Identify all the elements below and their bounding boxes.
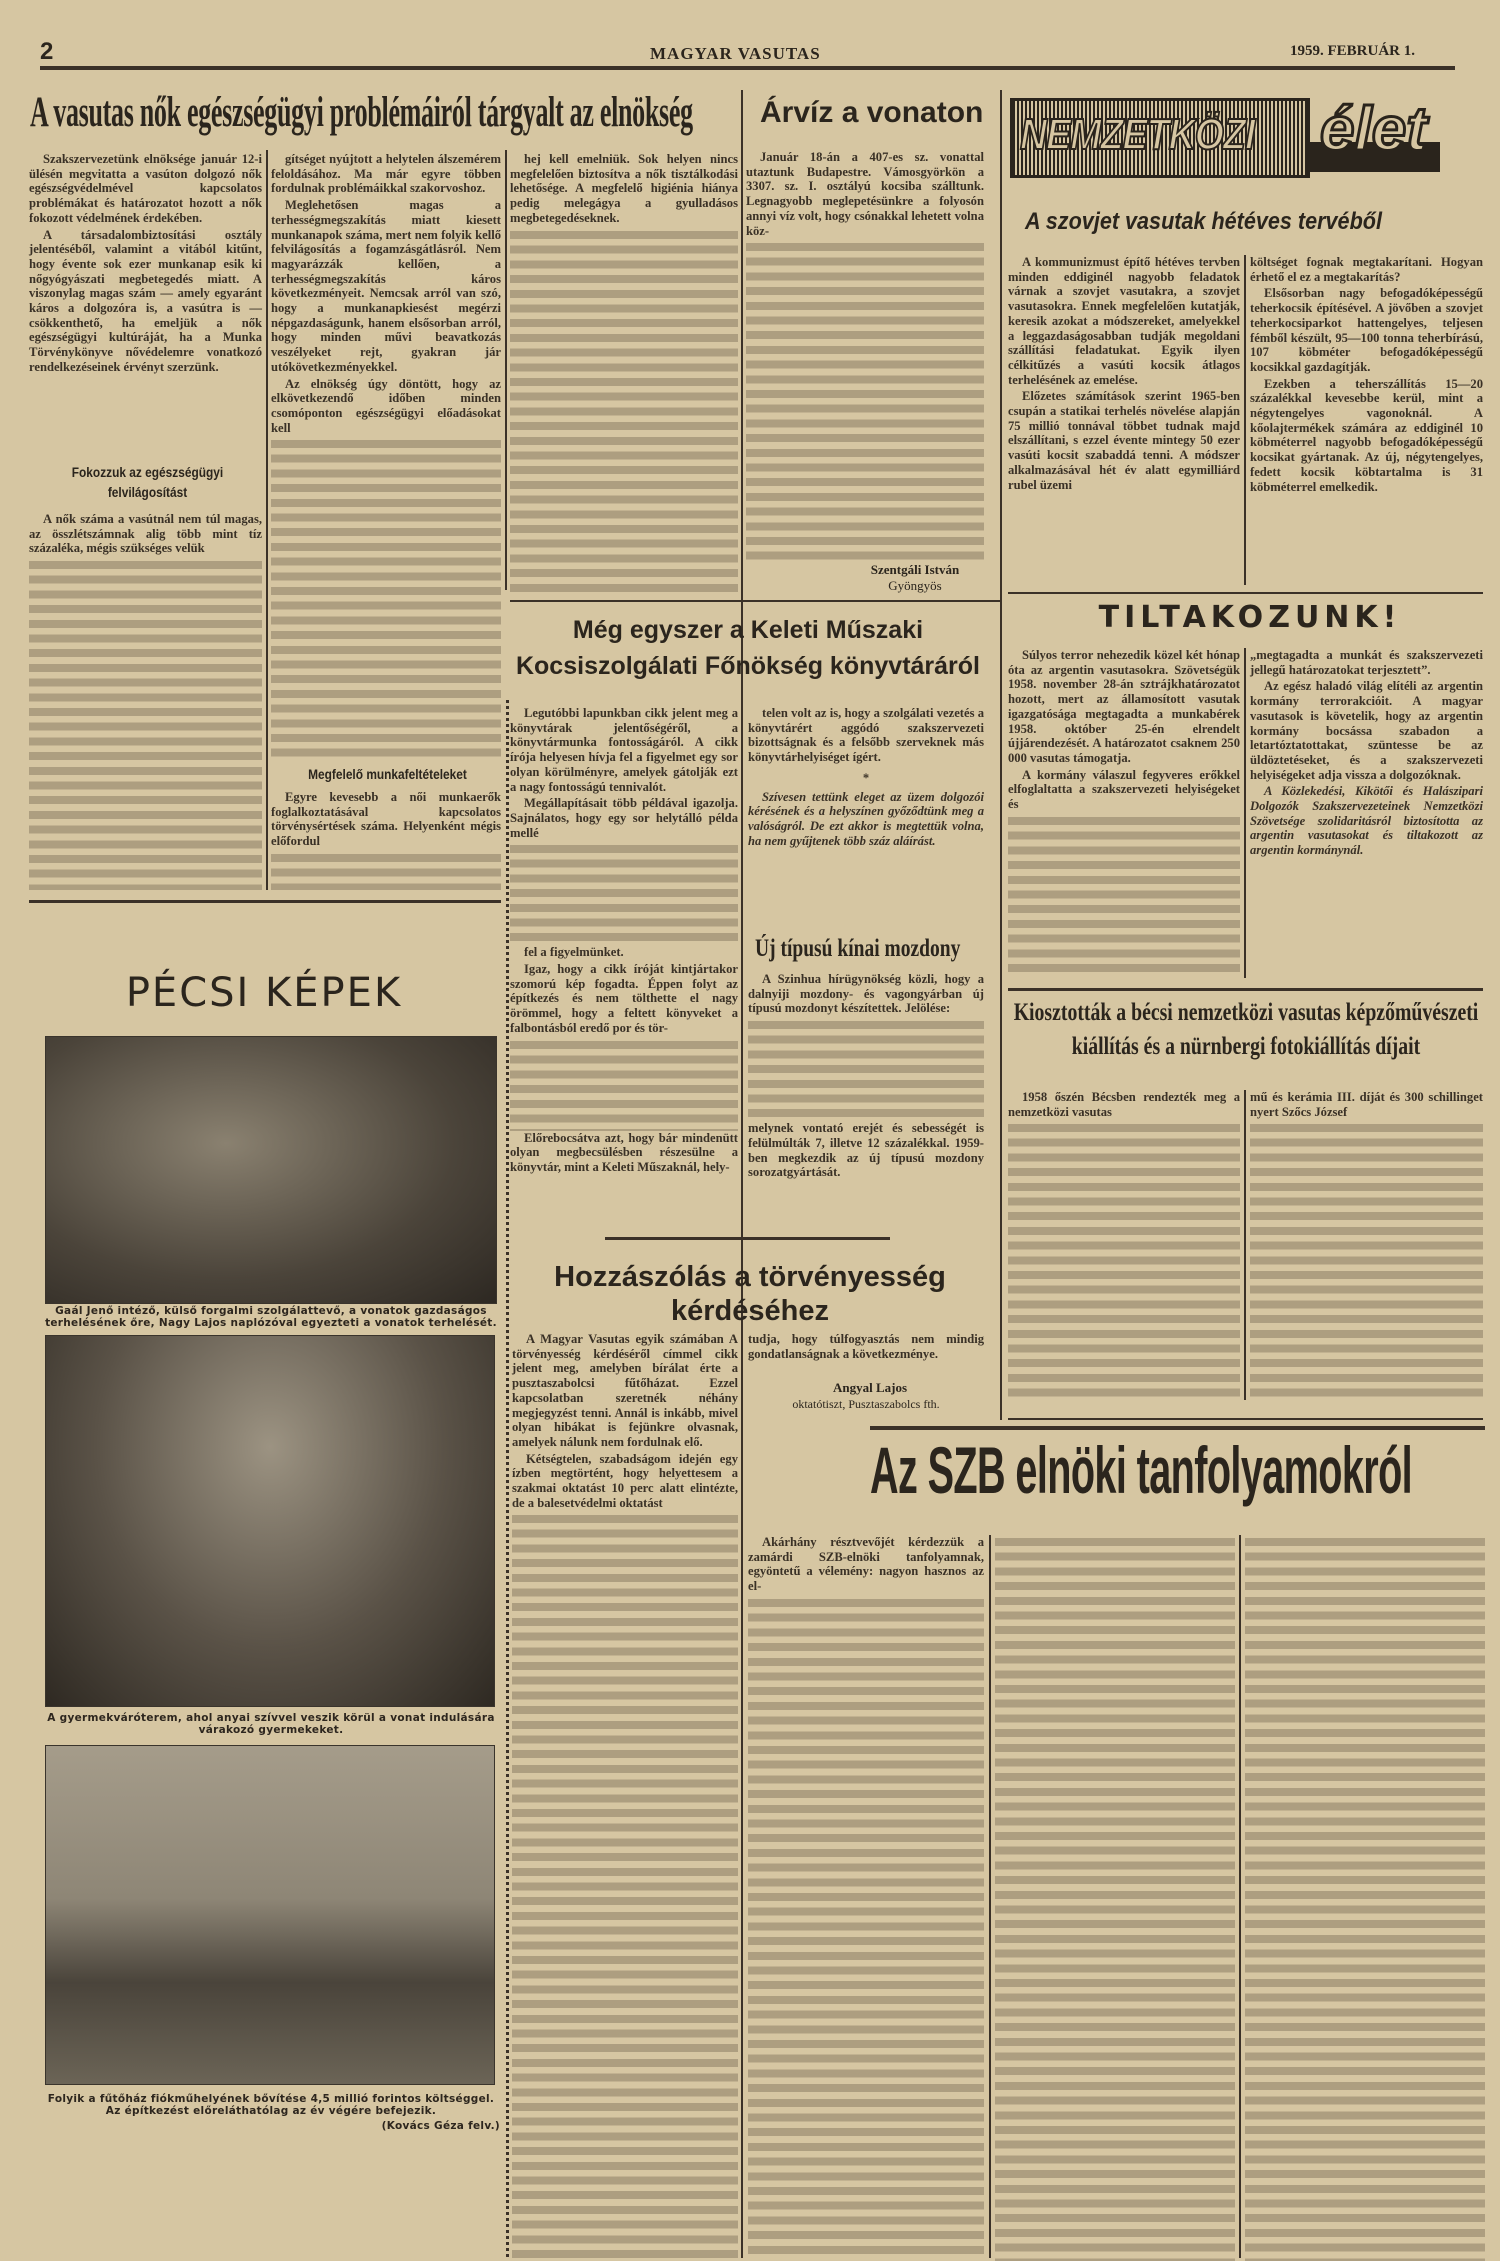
- text-continuation: [748, 1021, 984, 1121]
- paragraph: melynek vontató erejét és sebességét is felülmúlták 7, illetve 12 százalékkal. 1959-ben megkezdik az új típusú mozdony sorozatgyártását.: [748, 1121, 984, 1180]
- arviz-place: Gyöngyös: [888, 578, 942, 593]
- column-rule: [1000, 90, 1002, 1420]
- szovjet-col-2: [1250, 255, 1483, 496]
- paper-name: MAGYAR VASUTAS: [650, 44, 821, 63]
- column-rule: [505, 150, 507, 590]
- tiltakozunk-col-2: [1250, 648, 1483, 860]
- szovjet-col-1: [1008, 255, 1240, 494]
- paragraph-group: [1008, 1090, 1240, 1121]
- paragraph: gítséget nyújtott a helytelen álszemérem feloldásához. Ma már egyre többen fordulnak problémáikkal szakorvoshoz.: [271, 152, 501, 196]
- section-rule: [29, 900, 501, 903]
- paragraph: 1958 őszén Bécsben rendezték meg a nemzetközi vasutas: [1008, 1090, 1240, 1119]
- paragraph-group: [510, 1131, 738, 1177]
- kiosztottak-col-1: [1008, 1090, 1240, 1400]
- separator-asterisk: *: [862, 770, 870, 785]
- ornamental-divider: [605, 1237, 890, 1240]
- paragraph-group: [1008, 255, 1240, 492]
- paragraph: Előzetes számítások szerint 1965-ben csupán a statikai terhelés növelése alapján 75 millió tonnával többet tudnak majd elszállítani, s ezzel évente mintegy 50 ezer vasúti kocsit szabaddá tenni. A módszer alkalmazásával hét év alatt egymilliárd rubel üzemi: [1008, 389, 1240, 492]
- text-continuation: [1008, 1124, 1240, 1400]
- hozzaszolas-author-title: oktatótiszt, Pusztaszabolcs fth.: [792, 1397, 940, 1411]
- text-continuation: [510, 231, 738, 592]
- photo-childrens-waiting-room: [45, 1335, 495, 1707]
- paragraph: Szakszervezetünk elnöksége január 12-i ülésén megvitatta a vasúton dolgozó nők egészségvédelmével kapcsolatos problémákat és határozatot hozott a nők fokozott védelmének érdekében.: [29, 152, 262, 225]
- szovjet-headline: A szovjet vasutak hétéves tervéből: [1025, 208, 1382, 235]
- kiosztottak-col-2: [1250, 1090, 1483, 1400]
- paragraph: fel a figyelmünket.: [524, 945, 624, 960]
- text-continuation: [271, 440, 501, 757]
- paragraph: Az egész haladó világ elítéli az argentin kormány terrorakcióit. A magyar vasutasok is követelik, hogy az argentin kormány bocsássa szabadon a letartóztatottakat, szüntesse be az üldöztetéseket, és a szakszervezeti helyiségeket adja vissza a dolgozóknak.: [1250, 679, 1483, 782]
- paragraph: Súlyos terror nehezedik közel két hónap óta az argentin vasutasokra. Szövetségük 1958. november 28-án sztrájkhatározatot hozott, mert az államosított vasutak igazgatósága megtagadta a munkabérek 1958. október 25-én elrendelt újjárendezését. A határozatot csaknem 250 000 vasutas támogatja.: [1008, 648, 1240, 765]
- masthead-rule: [40, 66, 1455, 70]
- paragraph: mű és kerámia III. díját és 300 schillinget nyert Szőcs József: [1250, 1090, 1483, 1119]
- caption-photo-3: Folyik a fűtőház fiókműhelyének bővítése 4,5 millió forintos költséggel. Az építkezést előreláthatólag az év végére befejezik.: [47, 2093, 495, 2117]
- paragraph-group: [510, 706, 738, 842]
- paragraph-group: [748, 790, 984, 851]
- paragraph: Igaz, hogy a cikk íróját kintjártakor szomorú kép fogadta. Éppen folyt az építkezés és nem tölthette el nagy örömmel, hogy a feltett könyveket a falbontásból eredő por és tör-: [510, 962, 738, 1035]
- paragraph: Az elnökség úgy döntött, hogy az elkövetkezendő időben minden csomóponton egészségügyi előadásokat kell: [271, 376, 501, 435]
- hozzaszolas-headline: Hozzászólás a törvényesség kérdéséhez: [554, 1261, 946, 1327]
- column-rule: [1244, 1090, 1246, 1400]
- kiosztottak-headline: [1008, 996, 1483, 1076]
- nemzetkozi-elet-logo: [1010, 92, 1440, 187]
- pecsi-kepek-headline: PÉCSI KÉPEK: [125, 970, 403, 1016]
- page-number: 2: [40, 38, 54, 65]
- text-continuation: [1250, 1124, 1483, 1400]
- keleti-col-2: [748, 706, 984, 931]
- paragraph: Szívesen tettünk eleget az üzem dolgozói kérésének és a helyszínen győződtünk meg a valóságról. De ezt akkor is megtettük volna, ha nem gyűjtenek több száz aláírást.: [748, 789, 984, 848]
- paragraph: Egyre kevesebb a női munkaerők foglalkoztatásával kapcsolatos törvénysértések száma. Helyenként mégis előfordul: [271, 790, 501, 849]
- column-rule: [1239, 1535, 1241, 2258]
- star-divider: [1008, 1418, 1483, 1420]
- paragraph: Megállapításait több példával igazolja. Sajnálatos, hogy egy sor helytálló példa mellé: [510, 796, 738, 840]
- paragraph-group: [510, 152, 738, 228]
- paragraph: A kommunizmust építő hétéves tervben minden eddiginél nagyobb feladatok várnak a szovjet vasutakra, a szovjet vasutasokra. Ennek megfelelően kutatják, keresik azokat a módszereket, amelyekkel a leggazdaságosabban tudják megoldani szállítási feladatukat. Egyik ilyen célkitűzés a vasúti kocsik átlagos terhelésének az emelése.: [1008, 255, 1240, 387]
- keleti-headline-line2: Kocsiszolgálati Főnökség könyvtáráról: [515, 652, 980, 680]
- paragraph: telen volt az is, hogy a szolgálati vezetés a könyvtárért aggódó szakszervezeti bizottságnak és a felsőbb szerveknek más könyvtárhelyiséget ígért.: [748, 706, 984, 765]
- subhead-fokozzuk: Fokozzuk az egészségügyi felvilágosítást: [71, 464, 224, 500]
- text-continuation: [510, 845, 738, 945]
- paragraph-group: [29, 512, 262, 558]
- paragraph-group: [29, 152, 262, 375]
- paragraph: A Közlekedési, Kikötői és Halászipari Dolgozók Szakszervezeteinek Nemzetközi Szövetsége szolidaritásról biztosította az argentin vasutasokat és tiltakozott az argentin kormánynál.: [1250, 784, 1483, 858]
- paragraph: A Szinhua hírügynökség közli, hogy a dalnyiji mozdony- és vagongyárban új típusú mozdonyt készítettek. Jelölése:: [748, 972, 984, 1016]
- paragraph: tudja, hogy túlfogyasztás nem mindig gondatlanságnak a következménye.: [748, 1332, 984, 1361]
- main-col-1b: [29, 512, 262, 890]
- main-col-3: [510, 152, 738, 592]
- column-rule: [989, 1535, 991, 2258]
- keleti-headline-line1: Még egyszer a Keleti Műszaki: [572, 616, 924, 644]
- paragraph-group: [748, 972, 984, 1018]
- text-continuation: [995, 1538, 1235, 2261]
- paragraph: A társadalombiztosítási osztály jelentéséből, valamint a vitából kitűnt, hogy évente sok ezer munkanap esik ki nőgyógyászati megbetegedés miatt. A viszonylag magas szám — amely egyaránt káros a dolgozóra is, a vasútra is — csökkenthető, ha emeljük a nők egészségügyi kultúráját, ha a Munka Törvénykönyve nővédelemre vonatkozó rendelkezéseinek érvényt szerzünk.: [29, 227, 262, 374]
- caption-photo-1: Gaál Jenő intéző, külső forgalmi szolgálattevő, a vonatok gazdaságos terhelésének őre, Nagy Lajos naplózóval egyezteti a vonatok terhelését.: [45, 1305, 497, 1329]
- paragraph: Legutóbbi lapunkban cikk jelent meg a könyvtárak jelentőségéről, a könyvtármunka fontosságáról. A cikk írója helyesen hívja fel a figyelmet egy sor olyan körülményre, amelyek gátolják ezt a nagy fontosságú tennivalót.: [510, 706, 738, 794]
- hozzaszolas-author: Angyal Lajos: [832, 1380, 908, 1395]
- arviz-headline: Árvíz a vonaton: [760, 96, 984, 129]
- paragraph-group: [510, 945, 738, 1037]
- issue-date: 1959. FEBRUÁR 1.: [1290, 43, 1416, 59]
- text-continuation: [512, 1515, 738, 2258]
- keleti-headline: [508, 612, 988, 684]
- paragraph: A Magyar Vasutas egyik számában A törvényesség kérdéséről címmel cikk jelent meg, amelyben bírálat érte a pusztaszabolcsi fűtőházat. Ezzel kapcsolatban szeretnék néhány megjegyzést tenni. Annál is inkább, mivel olyan hibákat is fejünkre olvasnak, amelyek nálunk nem fordulnak elő.: [512, 1332, 738, 1449]
- section-rule: [870, 1426, 1485, 1430]
- decorative-border: [506, 700, 509, 2258]
- text-continuation: [1008, 817, 1240, 978]
- text-continuation: [1245, 1538, 1485, 2261]
- szb-col-1: [748, 1535, 984, 2258]
- section-rule: [1008, 592, 1483, 594]
- paragraph-group: [271, 790, 501, 851]
- paragraph: Január 18-án a 407-es sz. vonattal utaztunk Budapestre. Vámosgyörkön a 3307. sz. I. osztályú kocsiba szálltunk. Legnagyobb meglepetésünkre a folyosón annyi víz volt, hogy csónakkal lehetett volna köz-: [746, 150, 984, 238]
- paragraph: költséget fognak megtakarítani. Hogyan érhető el ez a megtakarítás?: [1250, 255, 1483, 284]
- szb-col-2: [995, 1535, 1235, 2258]
- paragraph: Akárhány résztvevőjét kérdezzük a zamárdi SZB-elnöki tanfolyamnak, egyöntetű a vélemény: nagyon hasznos az el-: [748, 1535, 984, 1594]
- subhead-munkafeltetelek: Megfelelő munkafeltételeket: [308, 766, 467, 782]
- logo-word-2: élet: [1320, 95, 1427, 164]
- main-headline-text: A vasutas nők egészségügyi problémáiról tárgyalt az elnökség: [30, 89, 693, 136]
- paragraph: Ezekben a teherszállítás 15—20 százalékkal kevesebbe kerül, mint a négytengelyes vagonoknál. A kőolajtermékek számára az eddiginél 10 köbméterrel nagyobb befogadóképességű kocsikat gyártanak. Az új, négytengelyes, fedett kocsik köbtartalma is 31 köbméterrel emelkedik.: [1250, 376, 1483, 494]
- paragraph-group: [1250, 1090, 1483, 1121]
- paragraph: A kormány válaszul fegyveres erőkkel elfoglaltatta a szakszervezeti helyiségeket és: [1008, 767, 1240, 812]
- photo-credit: (Kovács Géza felv.): [381, 2120, 500, 2132]
- hozzaszolas-col-1: [512, 1332, 738, 2258]
- main-col-1: [29, 152, 262, 457]
- tiltakozunk-headline: TILTAKOZUNK!: [1098, 600, 1402, 635]
- logo-word-1: NEMZETKÖZI: [1020, 110, 1255, 159]
- szb-headline: [870, 1432, 1470, 1522]
- paragraph-group: [1008, 648, 1240, 814]
- column-rule: [1244, 648, 1246, 978]
- column-rule: [1244, 255, 1246, 585]
- paragraph-group: [748, 1332, 984, 1361]
- paragraph-group: [746, 150, 984, 240]
- kiosztottak-headline-text: Kiosztották a bécsi nemzetközi vasutas képzőművészeti kiállítás és a nürnbergi fotokiállítás díjait: [1013, 999, 1479, 1060]
- text-continuation: [746, 243, 984, 560]
- paragraph: Meglehetősen magas a terhességmegszakítás miatt kiesett munkanapok száma, mert nem folyik kellő felvilágosítás a fogamzásgátlásról. Nem magyarázzák kellően, a terhességmegszakítás káros következményeit. Nemcsak arról van szó, hogy a munkanapkiesést megérzi népgazdaságunk, hanem elsősorban arról, hogy minden művi beavatkozás veszélyeket rejt, gyakran jár utókövetkezményekkel.: [271, 198, 501, 374]
- section-rule: [510, 600, 1000, 602]
- szb-col-3: [1245, 1535, 1485, 2258]
- main-col-2b: [271, 790, 501, 890]
- photo-traffic-controllers: [45, 1036, 497, 1304]
- paragraph: Kétségtelen, szabadságom idején egy ízben megtörtént, hogy helyettesem a szakmai oktatást 10 perc alatt elintézte, de a balesetvédelmi oktatást: [512, 1451, 738, 1510]
- photo-depot-construction: [45, 1745, 495, 2085]
- tiltakozunk-col-1: [1008, 648, 1240, 978]
- column-rule: [741, 90, 743, 2258]
- paragraph-group: [748, 706, 984, 767]
- paragraph-group: [748, 1121, 984, 1182]
- main-col-2: [271, 152, 501, 757]
- main-headline: [30, 88, 740, 138]
- keleti-col-1: [510, 706, 738, 1226]
- paragraph: hej kell emelniük. Sok helyen nincs megfelelően biztosítva a nők tisztálkodási lehetősége. A megfelelő higiénia hiánya pedig melegágya a gyulladásos megbetegedéseknek.: [510, 152, 738, 225]
- hozzaszolas-col-2: [748, 1332, 984, 1363]
- paragraph: „megtagadta a munkát és szakszervezeti jellegű határozatokat terjesztett”.: [1250, 648, 1483, 677]
- text-continuation: [271, 854, 501, 890]
- text-continuation: [748, 1599, 984, 2258]
- szb-headline-text: Az SZB elnöki tanfolyamokról: [870, 1433, 1413, 1507]
- paragraph-group: [748, 1535, 984, 1596]
- paragraph-group: [512, 1332, 738, 1512]
- arviz-author: Szentgáli István: [870, 562, 960, 577]
- kinai-headline: Új típusú kínai mozdony: [755, 935, 961, 962]
- paragraph-group: [1250, 648, 1483, 858]
- paragraph-group: [1250, 255, 1483, 494]
- paragraph-group: [271, 152, 501, 437]
- text-continuation: [510, 1041, 738, 1131]
- paragraph: Előrebocsátva azt, hogy bár mindenütt olyan megbecsülésben részesülne a könyvtár, mint a Keleti Műszaknál, hely-: [510, 1130, 738, 1174]
- paragraph: A nők száma a vasútnál nem túl magas, az összlétszámnak alig több mint tíz százaléka, mégis szükséges velük: [29, 512, 262, 556]
- paragraph: Elsősorban nagy befogadóképességű teherkocsik építésével. A jövőben a szovjet teherkocsiparkot hattengelyes, teljesen fémből készült, 95—100 tonna teherbírású, 107 köbméter befogadóképességű kocsikkal gazdagítják.: [1250, 286, 1483, 374]
- text-continuation: [29, 561, 262, 890]
- caption-photo-2: A gyermekváróterem, ahol anyai szívvel veszik körül a vonat indulására várakozó gyermekeket.: [47, 1712, 495, 1736]
- kinai-body: [748, 972, 984, 1192]
- section-rule: [1008, 988, 1483, 991]
- column-rule: [266, 150, 268, 890]
- arviz-body: [746, 150, 984, 560]
